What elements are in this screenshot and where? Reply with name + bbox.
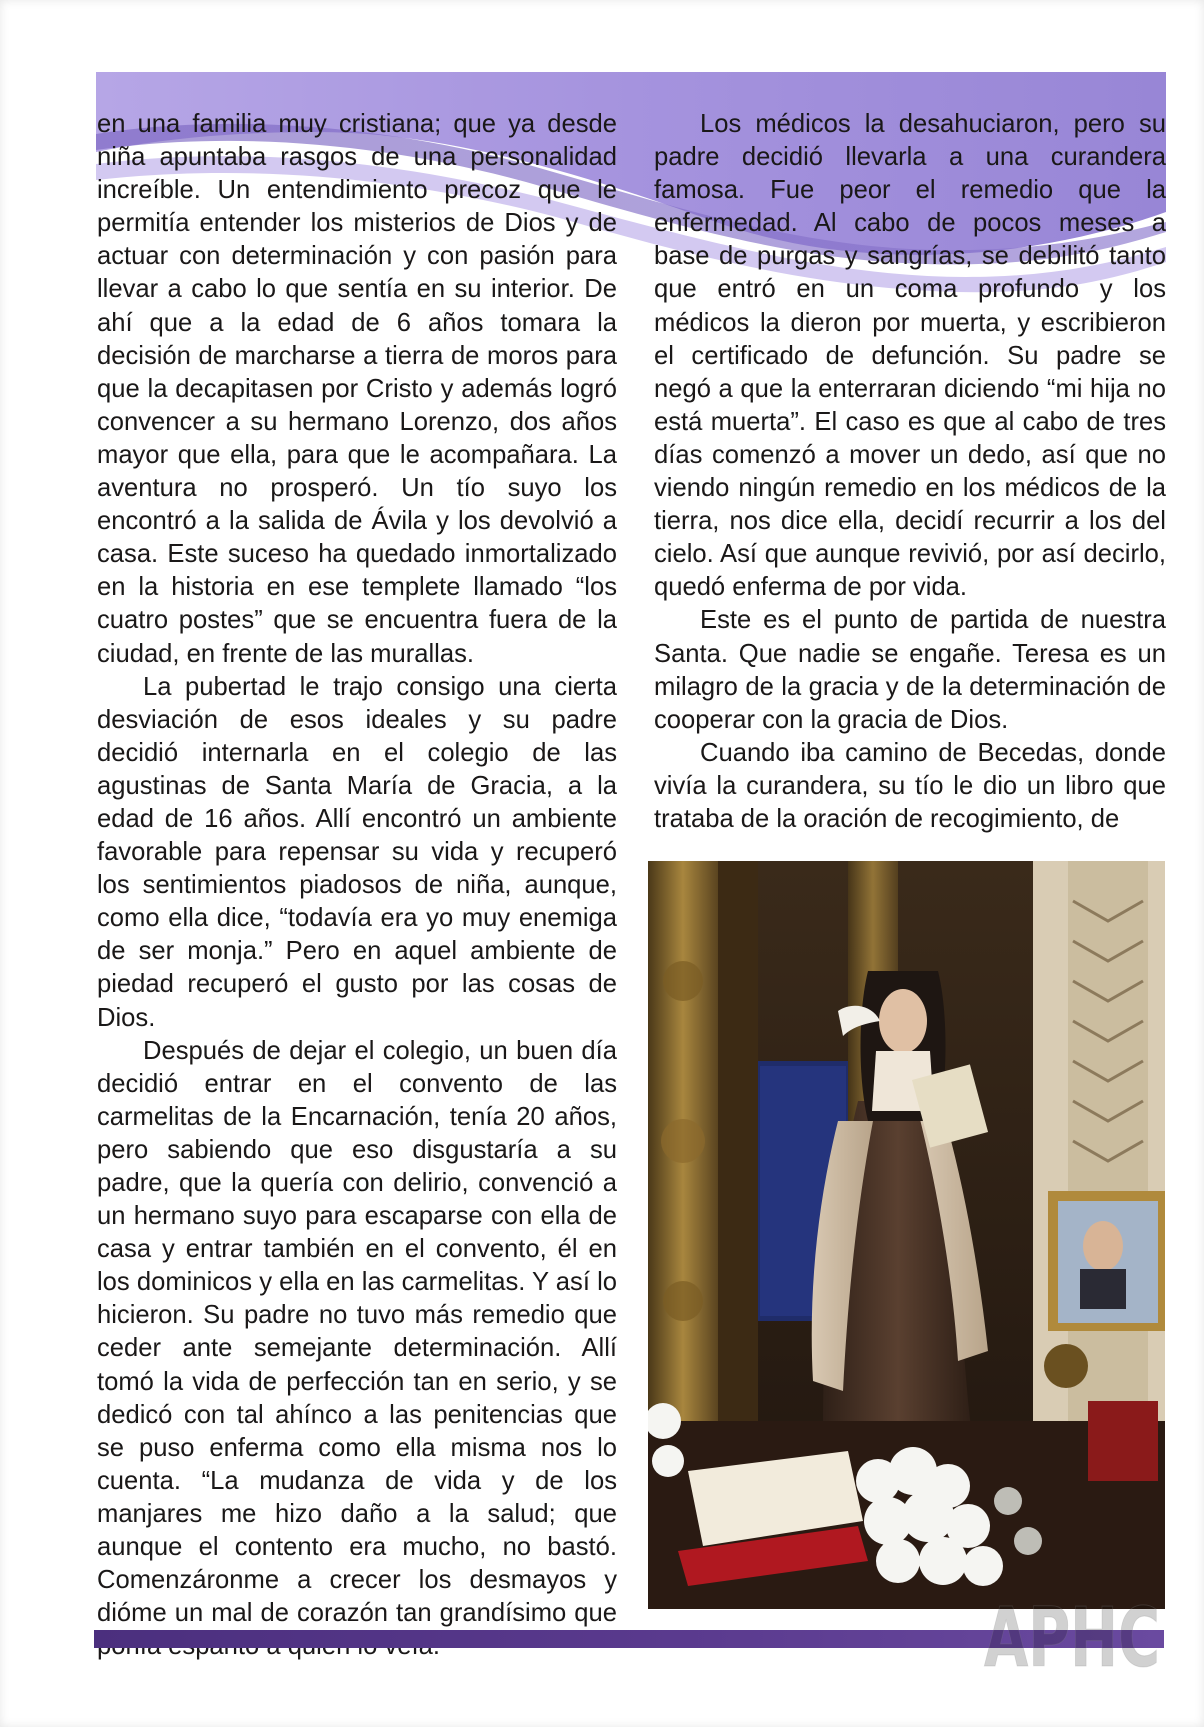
aphc-watermark-logo (978, 1574, 1168, 1684)
left-text-column (97, 108, 617, 1663)
santa-teresa-statue-photo (648, 861, 1165, 1609)
paragraph: Este es el punto de partida de nuestra Santa. Que nadie se engañe. Teresa es un milagro de la gracia y de la determinación de cooperar con la gracia de Dios. (654, 606, 1166, 734)
right-text-column (654, 108, 1166, 836)
paragraph: La pubertad le trajo consigo una cierta desviación de esos ideales y su padre decidió internarla en el colegio de las agustinas de Santa María de Gracia, a la edad de 16 años. Allí encontró un ambiente favorable para repensar su vida y recuperó los sentimientos piadosos de niña, aunque, como ella dice, “todavía era yo muy enemiga de ser monja.” Pero en aquel ambiente de piedad recuperó el gusto por las cosas de Dios. (97, 672, 617, 1032)
paragraph: Cuando iba camino de Becedas, donde vivía la curandera, su tío le dio un libro que trataba de la oración de recogimiento, de (654, 738, 1166, 833)
paragraph: en una familia muy cristiana; que ya desde niña apuntaba rasgos de una personalidad increíble. Un entendimiento precoz que le permitía entender los misterios de Dios y de actuar con determinación y con pasión para llevar a cabo lo que sentía en su interior. De ahí que a la edad de 6 años tomara la decisión de marcharse a tierra de moros para que la decapitasen por Cristo y además logró convencer a su hermano Lorenzo, dos años mayor que ella, para que le acompañara. La aventura no prosperó. Un tío suyo los encontró a la salida de Ávila y los devolvió a casa. Este suceso ha quedado inmortalizado en la historia en ese templete llamado “los cuatro postes” que se encuentra fuera de la ciudad, en frente de las murallas. (97, 110, 617, 668)
svg-text:APHC: APHC (984, 1591, 1160, 1684)
paragraph: Después de dejar el colegio, un buen día decidió entrar en el convento de las carmelitas de la Encarnación, tenía 20 años, pero sabiendo que eso disgustaría a su padre, que la quería con delirio, convenció a un hermano suyo para escaparse con ella de casa y entrar también en el convento, él en los dominicos y ella en las carmelitas. Y así lo hicieron. Su padre no tuvo más remedio que ceder ante semejante determinación. Allí tomó la vida de perfección tan en serio, y se dedicó con tal ahínco a las penitencias que se puso enferma como ella misma nos lo cuenta. “La mudanza de vida y de los manjares me hizo daño a la salud; que aunque el contento era mucho, no bastó. Comenzáronme a crecer los desmayos y dióme un mal de corazón tan grandísimo que (97, 1036, 617, 1628)
paragraph: Los médicos la desahuciaron, pero su padre decidió llevarla a una curandera famosa. Fue peor el remedio que la enfermedad. Al cabo de pocos meses a base de purgas y sangrías, se debilitó tanto que entró en un coma profundo y los médicos la dieron por muerta, y escribieron el certificado de defunción. Su padre se negó a que la enterraran diciendo “mi hija no está muerta”. El caso es que al cabo de tres días comenzó a mover un dedo, así que no viendo ningún remedio en los médicos de la tierra, nos dice ella, decidí recurrir a los del cielo. Así que aunque revivió, por así decirlo, quedó enferma de por vida. (654, 110, 1166, 602)
